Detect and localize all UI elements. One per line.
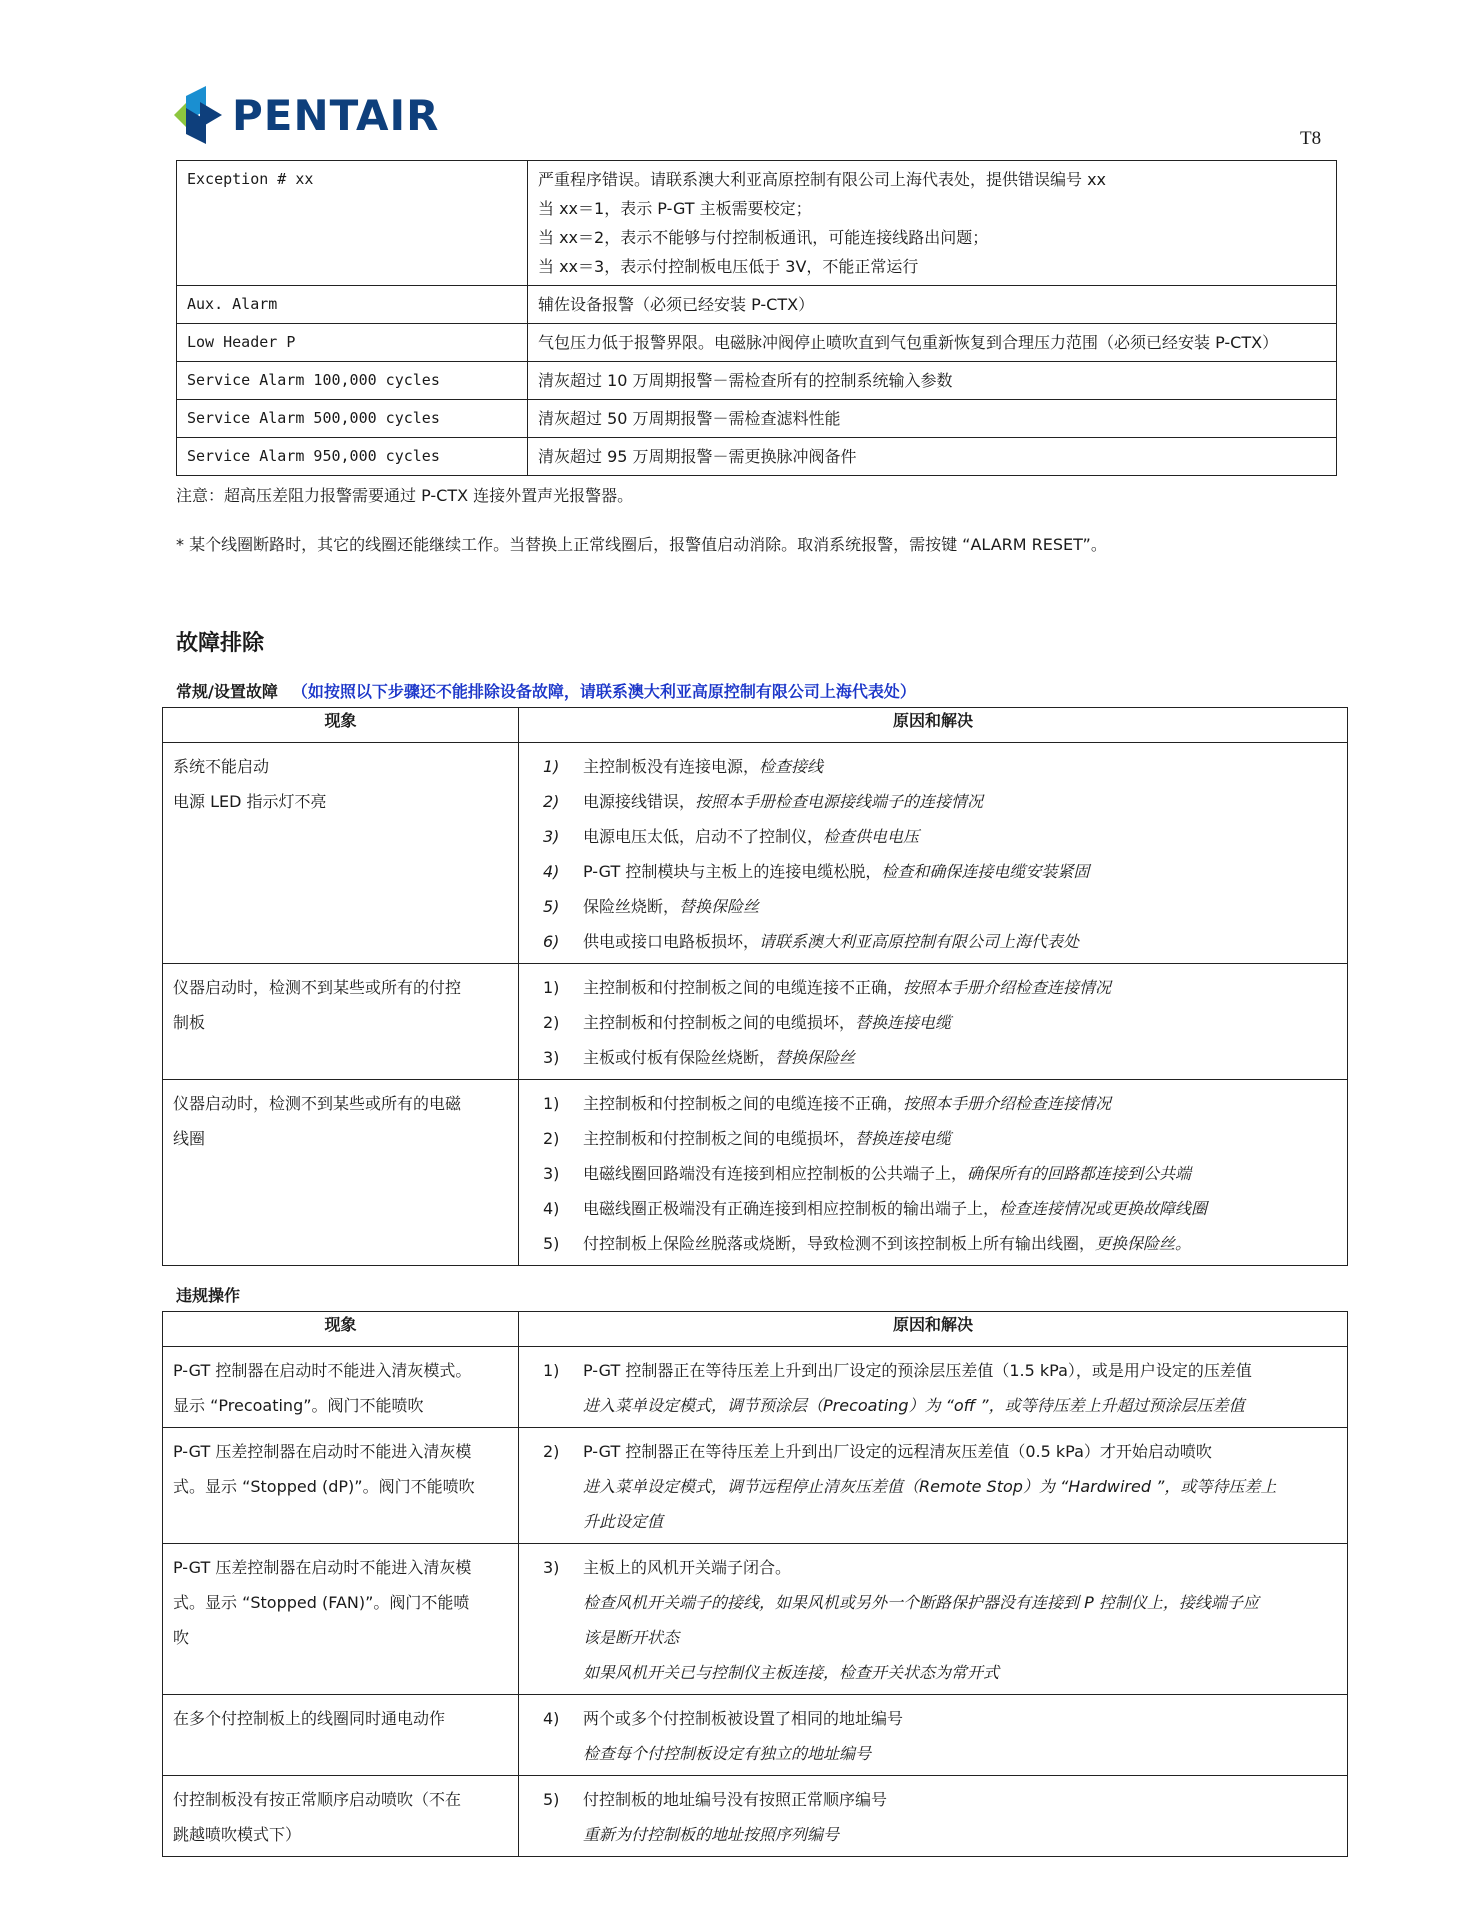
solution-item <box>529 970 1339 1005</box>
cause-text: 主控制板和付控制板之间的电缆损坏， <box>583 1129 856 1148</box>
item-number: 2) <box>543 792 560 811</box>
solution-cell <box>519 743 1348 964</box>
description-line: 辅佐设备报警（必须已经安装 P-CTX） <box>538 295 815 314</box>
item-text <box>583 749 1339 784</box>
cause-text: 主控制板和付控制板之间的电缆损坏， <box>583 1013 856 1032</box>
alarm-table <box>176 160 1337 476</box>
note-pctx: 注意：超高压差阻力报警需要通过 P-CTX 连接外置声光报警器。 <box>176 486 634 505</box>
fix-text: 替换连接电缆 <box>855 1129 952 1148</box>
fix-text: 检查供电电压 <box>823 827 920 846</box>
solution-item <box>529 1353 1339 1388</box>
item-number: 1) <box>543 1094 560 1113</box>
symptom-line: 线圈 <box>173 1129 206 1148</box>
item-number: 4) <box>543 1709 560 1728</box>
alarm-name: Service Alarm 500,000 cycles <box>177 400 528 438</box>
item-number: 1) <box>543 757 560 776</box>
symptom-line: 制板 <box>173 1013 206 1032</box>
symptom-line: 系统不能启动 <box>173 757 270 776</box>
cause-text: 主控制板没有连接电源， <box>583 757 760 776</box>
symptom-cell <box>163 1347 519 1428</box>
column-header-solution: 原因和解决 <box>519 1312 1348 1347</box>
section-title: 故障排除 <box>176 631 265 656</box>
fix-text: 检查接线 <box>759 757 824 776</box>
cause-text: P-GT 控制器正在等待压差上升到出厂设定的远程清灰压差值（0.5 kPa）才开始启动喷吹 <box>583 1442 1212 1461</box>
solution-item <box>529 1040 1339 1075</box>
item-text <box>583 924 1339 959</box>
fix-text: 按照本手册检查电源接线端子的连接情况 <box>695 792 984 811</box>
table-row <box>163 1776 1348 1857</box>
description-line: 清灰超过 10 万周期报警－需检查所有的控制系统输入参数 <box>538 371 953 390</box>
cause-text: 电源电压太低，启动不了控制仪， <box>583 827 824 846</box>
cause-text: 电源接线错误， <box>583 792 696 811</box>
cause-text: 保险丝烧断， <box>583 897 680 916</box>
solution-item <box>529 819 1339 854</box>
item-text <box>583 1040 1339 1075</box>
table-row <box>163 743 1348 964</box>
alarm-description <box>528 286 1337 324</box>
symptom-line: 仪器启动时，检测不到某些或所有的付控 <box>173 978 462 997</box>
symptom-line: P-GT 控制器在启动时不能进入清灰模式。 <box>173 1361 472 1380</box>
item-text <box>583 854 1339 889</box>
table-row <box>163 1428 1348 1544</box>
solution-item <box>529 1191 1339 1226</box>
solution-item <box>529 1782 1339 1817</box>
alarm-name: Service Alarm 100,000 cycles <box>177 362 528 400</box>
symptom-cell <box>163 743 519 964</box>
table-row <box>177 161 1337 286</box>
symptom-cell <box>163 1776 519 1857</box>
item-text <box>583 1156 1339 1191</box>
fix-text: 重新为付控制板的地址按照序列编号 <box>583 1825 840 1844</box>
column-header-solution: 原因和解决 <box>519 708 1348 743</box>
alarm-description <box>528 362 1337 400</box>
alarm-name: Exception # xx <box>177 161 528 286</box>
symptom-line: 式。显示 “Stopped (dP)”。阀门不能喷吹 <box>173 1477 475 1496</box>
cause-text: 供电或接口电路板损坏， <box>583 932 760 951</box>
item-text <box>583 819 1339 854</box>
item-text <box>583 1086 1339 1121</box>
fix-text: 替换保险丝 <box>679 897 760 916</box>
item-number: 3) <box>543 1164 560 1183</box>
fix-text: 检查每个付控制板设定有独立的地址编号 <box>583 1744 872 1763</box>
cause-text: 两个或多个付控制板被设置了相同的地址编号 <box>583 1709 904 1728</box>
item-number: 3) <box>543 1558 560 1577</box>
fix-text: 检查连接情况或更换故障线圈 <box>999 1199 1208 1218</box>
solution-item <box>529 854 1339 889</box>
description-line: 当 xx＝2，表示不能够与付控制板通讯，可能连接线路出问题； <box>538 228 989 247</box>
symptom-line: 式。显示 “Stopped (FAN)”。阀门不能喷 <box>173 1593 470 1612</box>
item-text <box>583 784 1339 819</box>
description-line: 清灰超过 95 万周期报警－需更换脉冲阀备件 <box>538 447 857 466</box>
table-row <box>163 1544 1348 1695</box>
item-number: 5) <box>543 1234 560 1253</box>
fix-text: 更换保险丝。 <box>1095 1234 1192 1253</box>
fix-text: 替换保险丝 <box>775 1048 856 1067</box>
table-row <box>177 286 1337 324</box>
solution-item <box>529 1121 1339 1156</box>
symptom-line: 在多个付控制板上的线圈同时通电动作 <box>173 1709 446 1728</box>
symptom-cell <box>163 1080 519 1266</box>
solution-cell <box>519 1695 1348 1776</box>
fix-text: 检查和确保连接电缆安装紧固 <box>881 862 1090 881</box>
brand-name: PENTAIR <box>232 90 440 140</box>
solution-cell <box>519 1080 1348 1266</box>
table-row <box>163 1695 1348 1776</box>
fix-text: 进入菜单设定模式，调节预涂层（Precoating）为 “off ”，或等待压差上升超过预涂层压差值 <box>583 1396 1245 1415</box>
alarm-description <box>528 438 1337 476</box>
item-text <box>583 1121 1339 1156</box>
cause-text: 付控制板的地址编号没有按照正常顺序编号 <box>583 1790 888 1809</box>
item-number: 2) <box>543 1129 560 1148</box>
solution-item <box>529 1226 1339 1261</box>
cause-text: 电磁线圈回路端没有连接到相应控制板的公共端子上， <box>583 1164 968 1183</box>
symptom-cell <box>163 964 519 1080</box>
fix-text: 检查风机开关端子的接线，如果风机或另外一个断路保护器没有连接到 P 控制仪上，接线端子应 <box>583 1593 1259 1612</box>
item-number: 5) <box>543 897 560 916</box>
solution-item <box>529 1156 1339 1191</box>
alarm-name: Low Header P <box>177 324 528 362</box>
alarm-description <box>528 324 1337 362</box>
solution-item <box>529 889 1339 924</box>
pentair-logo <box>172 80 439 150</box>
cause-text: 主板或付板有保险丝烧断， <box>583 1048 776 1067</box>
pentair-logo-icon <box>172 82 224 148</box>
table-row <box>163 1347 1348 1428</box>
description-line: 清灰超过 50 万周期报警－需检查滤料性能 <box>538 409 841 428</box>
fix-text: 请联系澳大利亚高原控制有限公司上海代表处 <box>759 932 1080 951</box>
solution-item <box>529 749 1339 784</box>
description-line: 严重程序错误。请联系澳大利亚高原控制有限公司上海代表处，提供错误编号 xx <box>538 170 1107 189</box>
fix-text: 进入菜单设定模式，调节远程停止清灰压差值（Remote Stop）为 “Hardwired ”，或等待压差上 <box>583 1477 1277 1496</box>
item-text <box>583 889 1339 924</box>
alarm-name: Service Alarm 950,000 cycles <box>177 438 528 476</box>
alarm-name: Aux. Alarm <box>177 286 528 324</box>
item-number: 2) <box>543 1013 560 1032</box>
table-row <box>177 438 1337 476</box>
solution-item <box>529 924 1339 959</box>
item-number: 2) <box>543 1442 560 1461</box>
alarm-description <box>528 400 1337 438</box>
solution-item <box>529 1550 1339 1585</box>
cause-text: P-GT 控制器正在等待压差上升到出厂设定的预涂层压差值（1.5 kPa），或是用户设定的压差值 <box>583 1361 1252 1380</box>
troubleshooting-table <box>162 707 1348 1266</box>
page-number: T8 <box>1300 128 1322 149</box>
fix-text: 替换连接电缆 <box>855 1013 952 1032</box>
item-number: 1) <box>543 978 560 997</box>
cause-text: P-GT 控制模块与主板上的连接电缆松脱， <box>583 862 882 881</box>
fix-text: 确保所有的回路都连接到公共端 <box>967 1164 1192 1183</box>
item-number: 1) <box>543 1361 560 1380</box>
item-text <box>583 1191 1339 1226</box>
cause-text: 主板上的风机开关端子闭合。 <box>583 1558 792 1577</box>
symptom-line: P-GT 压差控制器在启动时不能进入清灰模 <box>173 1442 472 1461</box>
description-line: 当 xx＝1，表示 P-GT 主板需要校定； <box>538 199 812 218</box>
solution-item <box>529 1701 1339 1736</box>
solution-cell <box>519 1347 1348 1428</box>
contact-note: （如按照以下步骤还不能排除设备故障，请联系澳大利亚高原控制有限公司上海代表处） <box>291 682 916 701</box>
symptom-cell <box>163 1544 519 1695</box>
item-text <box>583 1005 1339 1040</box>
cause-text: 付控制板上保险丝脱落或烧断，导致检测不到该控制板上所有输出线圈， <box>583 1234 1096 1253</box>
table-row <box>177 362 1337 400</box>
cause-text: 主控制板和付控制板之间的电缆连接不正确， <box>583 1094 904 1113</box>
symptom-cell <box>163 1695 519 1776</box>
cause-text: 主控制板和付控制板之间的电缆连接不正确， <box>583 978 904 997</box>
solution-item <box>529 1005 1339 1040</box>
table-row <box>177 400 1337 438</box>
symptom-line: 电源 LED 指示灯不亮 <box>173 792 327 811</box>
symptom-line: P-GT 压差控制器在启动时不能进入清灰模 <box>173 1558 472 1577</box>
table-row <box>177 324 1337 362</box>
item-text <box>583 1226 1339 1261</box>
item-number: 6) <box>543 932 560 951</box>
fix-text: 该是断开状态 <box>583 1628 680 1647</box>
violation-table <box>162 1311 1348 1857</box>
solution-item <box>529 1434 1339 1469</box>
description-line: 气包压力低于报警界限。电磁脉冲阀停止喷吹直到气包重新恢复到合理压力范围（必须已经安装 P-CTX） <box>538 333 1279 352</box>
symptom-cell <box>163 1428 519 1544</box>
item-number: 4) <box>543 862 560 881</box>
symptom-line: 跳越喷吹模式下） <box>173 1825 302 1844</box>
subsection-title: 常规/设置故障 <box>176 682 278 701</box>
solution-cell <box>519 1776 1348 1857</box>
alarm-description <box>528 161 1337 286</box>
item-number: 3) <box>543 827 560 846</box>
item-text <box>583 970 1339 1005</box>
solution-item <box>529 1086 1339 1121</box>
solution-cell <box>519 1428 1348 1544</box>
subsection-violations: 违规操作 <box>176 1286 241 1305</box>
symptom-line: 显示 “Precoating”。阀门不能喷吹 <box>173 1396 424 1415</box>
solution-cell <box>519 964 1348 1080</box>
table-row <box>163 964 1348 1080</box>
description-line: 当 xx＝3，表示付控制板电压低于 3V，不能正常运行 <box>538 257 919 276</box>
symptom-line: 付控制板没有按正常顺序启动喷吹（不在 <box>173 1790 462 1809</box>
solution-item <box>529 784 1339 819</box>
subsection-general-faults <box>176 679 916 702</box>
table-row <box>163 1080 1348 1266</box>
symptom-line: 仪器启动时，检测不到某些或所有的电磁 <box>173 1094 462 1113</box>
fix-text: 升此设定值 <box>583 1512 664 1531</box>
item-number: 3) <box>543 1048 560 1067</box>
symptom-line: 吹 <box>173 1628 190 1647</box>
fix-text: 按照本手册介绍检查连接情况 <box>903 1094 1112 1113</box>
fix-text: 按照本手册介绍检查连接情况 <box>903 978 1112 997</box>
column-header-symptom: 现象 <box>163 708 519 743</box>
cause-text: 电磁线圈正极端没有正确连接到相应控制板的输出端子上， <box>583 1199 1000 1218</box>
column-header-symptom: 现象 <box>163 1312 519 1347</box>
solution-cell <box>519 1544 1348 1695</box>
item-number: 4) <box>543 1199 560 1218</box>
note-coil: * 某个线圈断路时，其它的线圈还能继续工作。当替换上正常线圈后，报警值启动消除。取消系统报警，需按键 “ALARM RESET”。 <box>176 535 1107 554</box>
fix-text: 如果风机开关已与控制仪主板连接，检查开关状态为常开式 <box>583 1663 1000 1682</box>
item-number: 5) <box>543 1790 560 1809</box>
